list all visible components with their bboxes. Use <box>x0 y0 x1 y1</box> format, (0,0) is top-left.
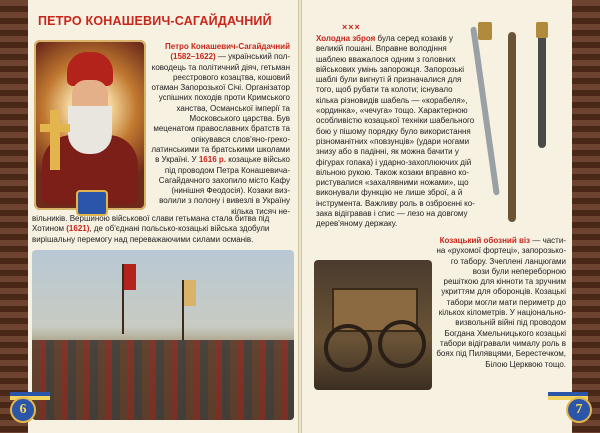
cossack-cart-photo <box>314 260 432 390</box>
section-divider: ××× <box>342 22 361 32</box>
cossack-crowd <box>32 340 294 420</box>
dagger-hilt <box>536 22 548 38</box>
dagger-sheath <box>538 28 546 148</box>
cart-paragraph <box>436 236 566 370</box>
year-1621: (1621) <box>66 224 90 234</box>
page-title: ПЕТРО КОНАШЕВИЧ-САГАЙДАЧНИЙ <box>38 14 272 28</box>
cross-icon <box>50 110 60 170</box>
coat-of-arms-icon <box>76 190 108 216</box>
cold-weapons-paragraph <box>316 34 476 230</box>
weapons-illustration <box>478 22 564 236</box>
battle-painting <box>32 250 294 420</box>
hetman-years: (1582–1622) <box>170 52 216 62</box>
khotyn-text-post: , де об'єднані польсько-козацькі війська здобули вирішальну перемогу над переважаючими силами османів. <box>32 224 270 244</box>
page-number-right: 7 <box>566 397 592 423</box>
khotyn-paragraph <box>32 214 292 245</box>
bio-text: — український полководець та політичний діяч, гетьман реєстрового козацтва, кошовий отаман Запорозької Січі. Організатор успішних походів проти Кримського ханства, Османської імперії та Московського царства. Був меценатом православних братств та опікувався слов'яно-греколатинськими та братськими школами в Україні. У <box>151 52 290 165</box>
left-ornament-border <box>0 0 28 433</box>
right-ornament-border <box>572 0 600 433</box>
cold-weapons-text: була серед козаків у великій пошані. Вправне володіння шаблею вважалося одним з головних військових умінь запорожця. Запорозькі шаблі були вигнуті й призначалися для того, щоб рубати та колоти; існувало кілька різновидів шабель — «корабеля», «ординка», «чечуга» тощо. Характерною особливістю козацької техніки шабельного бою у пішому порядку було використання різноманітних «повзунців» (удари ногами знизу або в падінні, як можна бачити у фігурах гопака) і ударно-захоплюючих дій вільною рукою. Також козаки вправно користувалися «захалявними ножами», що виконували функцію не лише зброї, а й інструмента. Важливу роль в озброєнні козака відігравав і спис — лезо на довгому дерев'яному держаку. <box>316 34 475 229</box>
cart-text: — частина «рухомої фортеці», запорозького табору. Зчеплені ланцюгами вози були непереборною решіткою для кінноти та зручним укриттям для оборонців. Козацькі табори могли мати периметр до кількох кілометрів. У національно-визвольній війні під проводом Богдана Хмельницького козацькі табори відігравали чималу роль в боях під Пилявцями, Берестечком, Білою Церквою тощо. <box>436 236 566 369</box>
cold-weapons-term: Холодна зброя <box>316 34 376 43</box>
scabbard <box>508 32 516 222</box>
hetman-portrait <box>34 40 146 210</box>
cossack-banner <box>184 280 196 306</box>
page-number-left: 6 <box>10 397 36 423</box>
hetman-bio <box>150 42 290 217</box>
cossack-banner <box>124 264 136 290</box>
cart-wheel <box>324 324 372 372</box>
saber-hilt <box>478 22 492 40</box>
year-1616: 1616 р. <box>198 155 226 165</box>
cart-term: Козацький обозний віз <box>439 236 531 245</box>
cart-wheel <box>378 320 426 368</box>
hetman-name: Петро Конашевич-Сагайдачний <box>165 42 290 51</box>
kafa-text: козацьке військо під проводом Петра Конашевича-Сагайдачного захопило місто Кафу (нинішня Феодосія). Козаки визволили з полону і вивезлі в Україну кілька тисяч не- <box>158 155 290 216</box>
khotyn-text-pre: вільників. Вершиною військової слави гетьмана стала битва під Хотином <box>32 214 270 234</box>
portrait-beard <box>68 106 112 154</box>
